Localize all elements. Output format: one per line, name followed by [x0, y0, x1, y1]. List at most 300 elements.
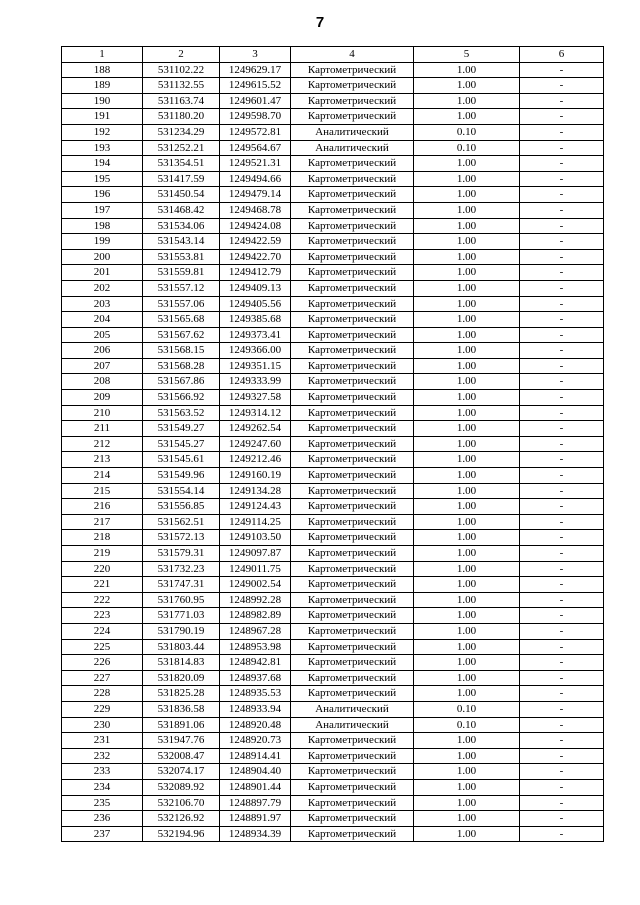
point-number-cell: 212 [62, 436, 143, 452]
method-cell: Картометрический [291, 62, 414, 78]
point-number-cell: 236 [62, 811, 143, 827]
x-coordinate-cell: 531545.61 [143, 452, 220, 468]
point-number-cell: 216 [62, 499, 143, 515]
accuracy-cell: 1.00 [414, 811, 520, 827]
table-row [62, 608, 604, 624]
table-row [62, 514, 604, 530]
method-cell: Картометрический [291, 514, 414, 530]
accuracy-cell: 0.10 [414, 140, 520, 156]
method-cell: Картометрический [291, 436, 414, 452]
x-coordinate-cell: 531549.96 [143, 468, 220, 484]
y-coordinate-cell: 1249314.12 [220, 405, 291, 421]
y-coordinate-cell: 1248992.28 [220, 592, 291, 608]
y-coordinate-cell: 1249598.70 [220, 109, 291, 125]
x-coordinate-cell: 531468.42 [143, 202, 220, 218]
method-cell: Картометрический [291, 577, 414, 593]
y-coordinate-cell: 1249124.43 [220, 499, 291, 515]
accuracy-cell: 1.00 [414, 795, 520, 811]
table-row [62, 218, 604, 234]
point-number-cell: 221 [62, 577, 143, 593]
accuracy-cell: 1.00 [414, 623, 520, 639]
table-row [62, 717, 604, 733]
note-cell: - [520, 795, 604, 811]
point-number-cell: 199 [62, 234, 143, 250]
x-coordinate-cell: 531102.22 [143, 62, 220, 78]
y-coordinate-cell: 1249629.17 [220, 62, 291, 78]
table-row [62, 421, 604, 437]
method-cell: Картометрический [291, 546, 414, 562]
table-row [62, 748, 604, 764]
accuracy-cell: 1.00 [414, 62, 520, 78]
accuracy-cell: 1.00 [414, 608, 520, 624]
note-cell: - [520, 296, 604, 312]
x-coordinate-cell: 531543.14 [143, 234, 220, 250]
accuracy-cell: 1.00 [414, 764, 520, 780]
x-coordinate-cell: 531803.44 [143, 639, 220, 655]
table-row [62, 561, 604, 577]
method-cell: Картометрический [291, 171, 414, 187]
y-coordinate-cell: 1249409.13 [220, 280, 291, 296]
x-coordinate-cell: 531825.28 [143, 686, 220, 702]
note-cell: - [520, 249, 604, 265]
y-coordinate-cell: 1248982.89 [220, 608, 291, 624]
column-header: 3 [220, 47, 291, 63]
y-coordinate-cell: 1249373.41 [220, 327, 291, 343]
point-number-cell: 191 [62, 109, 143, 125]
y-coordinate-cell: 1248904.40 [220, 764, 291, 780]
x-coordinate-cell: 531572.13 [143, 530, 220, 546]
note-cell: - [520, 140, 604, 156]
point-number-cell: 214 [62, 468, 143, 484]
y-coordinate-cell: 1248901.44 [220, 779, 291, 795]
note-cell: - [520, 78, 604, 94]
table-row [62, 592, 604, 608]
x-coordinate-cell: 531163.74 [143, 93, 220, 109]
note-cell: - [520, 811, 604, 827]
method-cell: Картометрический [291, 826, 414, 842]
method-cell: Аналитический [291, 701, 414, 717]
point-number-cell: 231 [62, 733, 143, 749]
x-coordinate-cell: 531549.27 [143, 421, 220, 437]
note-cell: - [520, 826, 604, 842]
note-cell: - [520, 701, 604, 717]
x-coordinate-cell: 531568.28 [143, 358, 220, 374]
table-row [62, 93, 604, 109]
table-row [62, 327, 604, 343]
note-cell: - [520, 639, 604, 655]
y-coordinate-cell: 1249601.47 [220, 93, 291, 109]
point-number-cell: 207 [62, 358, 143, 374]
y-coordinate-cell: 1249424.08 [220, 218, 291, 234]
method-cell: Картометрический [291, 764, 414, 780]
note-cell: - [520, 234, 604, 250]
note-cell: - [520, 608, 604, 624]
table-row [62, 639, 604, 655]
coordinates-table [61, 46, 604, 842]
method-cell: Картометрический [291, 639, 414, 655]
note-cell: - [520, 343, 604, 359]
point-number-cell: 237 [62, 826, 143, 842]
x-coordinate-cell: 531534.06 [143, 218, 220, 234]
table-row [62, 171, 604, 187]
point-number-cell: 198 [62, 218, 143, 234]
table-row [62, 156, 604, 172]
y-coordinate-cell: 1249097.87 [220, 546, 291, 562]
method-cell: Картометрический [291, 670, 414, 686]
note-cell: - [520, 405, 604, 421]
y-coordinate-cell: 1249422.59 [220, 234, 291, 250]
note-cell: - [520, 499, 604, 515]
y-coordinate-cell: 1248920.48 [220, 717, 291, 733]
accuracy-cell: 1.00 [414, 249, 520, 265]
y-coordinate-cell: 1249405.56 [220, 296, 291, 312]
note-cell: - [520, 468, 604, 484]
accuracy-cell: 1.00 [414, 655, 520, 671]
accuracy-cell: 1.00 [414, 421, 520, 437]
table-row [62, 358, 604, 374]
method-cell: Картометрический [291, 374, 414, 390]
method-cell: Картометрический [291, 358, 414, 374]
y-coordinate-cell: 1248891.97 [220, 811, 291, 827]
table-row [62, 202, 604, 218]
x-coordinate-cell: 531566.92 [143, 390, 220, 406]
note-cell: - [520, 218, 604, 234]
y-coordinate-cell: 1249479.14 [220, 187, 291, 203]
point-number-cell: 223 [62, 608, 143, 624]
note-cell: - [520, 530, 604, 546]
table-row [62, 124, 604, 140]
note-cell: - [520, 546, 604, 562]
point-number-cell: 190 [62, 93, 143, 109]
method-cell: Картометрический [291, 202, 414, 218]
method-cell: Картометрический [291, 779, 414, 795]
x-coordinate-cell: 531760.95 [143, 592, 220, 608]
accuracy-cell: 1.00 [414, 733, 520, 749]
point-number-cell: 213 [62, 452, 143, 468]
y-coordinate-cell: 1249212.46 [220, 452, 291, 468]
accuracy-cell: 1.00 [414, 327, 520, 343]
x-coordinate-cell: 531417.59 [143, 171, 220, 187]
note-cell: - [520, 764, 604, 780]
accuracy-cell: 0.10 [414, 124, 520, 140]
table-row [62, 468, 604, 484]
y-coordinate-cell: 1249366.00 [220, 343, 291, 359]
note-cell: - [520, 655, 604, 671]
accuracy-cell: 1.00 [414, 530, 520, 546]
note-cell: - [520, 717, 604, 733]
y-coordinate-cell: 1249468.78 [220, 202, 291, 218]
note-cell: - [520, 421, 604, 437]
point-number-cell: 209 [62, 390, 143, 406]
accuracy-cell: 1.00 [414, 358, 520, 374]
point-number-cell: 206 [62, 343, 143, 359]
method-cell: Картометрический [291, 530, 414, 546]
table-row [62, 62, 604, 78]
table-row [62, 764, 604, 780]
note-cell: - [520, 187, 604, 203]
method-cell: Картометрический [291, 468, 414, 484]
table-row [62, 686, 604, 702]
accuracy-cell: 1.00 [414, 452, 520, 468]
column-header: 2 [143, 47, 220, 63]
x-coordinate-cell: 531553.81 [143, 249, 220, 265]
x-coordinate-cell: 531563.52 [143, 405, 220, 421]
note-cell: - [520, 156, 604, 172]
note-cell: - [520, 280, 604, 296]
x-coordinate-cell: 531557.06 [143, 296, 220, 312]
x-coordinate-cell: 532074.17 [143, 764, 220, 780]
accuracy-cell: 1.00 [414, 265, 520, 281]
table-row [62, 78, 604, 94]
table-row [62, 811, 604, 827]
y-coordinate-cell: 1249351.15 [220, 358, 291, 374]
method-cell: Картометрический [291, 187, 414, 203]
method-cell: Картометрический [291, 421, 414, 437]
table-row [62, 280, 604, 296]
method-cell: Картометрический [291, 686, 414, 702]
y-coordinate-cell: 1249422.70 [220, 249, 291, 265]
note-cell: - [520, 62, 604, 78]
method-cell: Аналитический [291, 140, 414, 156]
table-row [62, 405, 604, 421]
y-coordinate-cell: 1249412.79 [220, 265, 291, 281]
point-number-cell: 210 [62, 405, 143, 421]
x-coordinate-cell: 531556.85 [143, 499, 220, 515]
table-row [62, 390, 604, 406]
accuracy-cell: 1.00 [414, 374, 520, 390]
method-cell: Картометрический [291, 655, 414, 671]
point-number-cell: 230 [62, 717, 143, 733]
table-row [62, 499, 604, 515]
table-row [62, 701, 604, 717]
accuracy-cell: 1.00 [414, 779, 520, 795]
note-cell: - [520, 779, 604, 795]
point-number-cell: 233 [62, 764, 143, 780]
note-cell: - [520, 374, 604, 390]
method-cell: Картометрический [291, 795, 414, 811]
x-coordinate-cell: 531562.51 [143, 514, 220, 530]
point-number-cell: 215 [62, 483, 143, 499]
x-coordinate-cell: 531557.12 [143, 280, 220, 296]
accuracy-cell: 1.00 [414, 187, 520, 203]
y-coordinate-cell: 1249327.58 [220, 390, 291, 406]
accuracy-cell: 1.00 [414, 577, 520, 593]
y-coordinate-cell: 1248934.39 [220, 826, 291, 842]
note-cell: - [520, 592, 604, 608]
method-cell: Картометрический [291, 390, 414, 406]
point-number-cell: 220 [62, 561, 143, 577]
point-number-cell: 205 [62, 327, 143, 343]
method-cell: Аналитический [291, 717, 414, 733]
point-number-cell: 208 [62, 374, 143, 390]
method-cell: Картометрический [291, 109, 414, 125]
y-coordinate-cell: 1249615.52 [220, 78, 291, 94]
point-number-cell: 189 [62, 78, 143, 94]
accuracy-cell: 1.00 [414, 670, 520, 686]
column-header: 5 [414, 47, 520, 63]
accuracy-cell: 1.00 [414, 561, 520, 577]
accuracy-cell: 1.00 [414, 343, 520, 359]
point-number-cell: 196 [62, 187, 143, 203]
method-cell: Картометрический [291, 623, 414, 639]
accuracy-cell: 1.00 [414, 468, 520, 484]
accuracy-cell: 1.00 [414, 390, 520, 406]
note-cell: - [520, 670, 604, 686]
method-cell: Картометрический [291, 499, 414, 515]
method-cell: Картометрический [291, 608, 414, 624]
method-cell: Картометрический [291, 296, 414, 312]
table-row [62, 623, 604, 639]
point-number-cell: 200 [62, 249, 143, 265]
x-coordinate-cell: 531354.51 [143, 156, 220, 172]
accuracy-cell: 1.00 [414, 436, 520, 452]
table-row [62, 312, 604, 328]
y-coordinate-cell: 1249160.19 [220, 468, 291, 484]
x-coordinate-cell: 531567.86 [143, 374, 220, 390]
note-cell: - [520, 748, 604, 764]
point-number-cell: 235 [62, 795, 143, 811]
x-coordinate-cell: 531450.54 [143, 187, 220, 203]
table-row [62, 483, 604, 499]
point-number-cell: 227 [62, 670, 143, 686]
accuracy-cell: 1.00 [414, 109, 520, 125]
column-header: 6 [520, 47, 604, 63]
x-coordinate-cell: 531771.03 [143, 608, 220, 624]
method-cell: Картометрический [291, 156, 414, 172]
accuracy-cell: 1.00 [414, 686, 520, 702]
note-cell: - [520, 312, 604, 328]
point-number-cell: 188 [62, 62, 143, 78]
x-coordinate-cell: 531567.62 [143, 327, 220, 343]
table-header-row [62, 47, 604, 63]
method-cell: Картометрический [291, 483, 414, 499]
x-coordinate-cell: 531252.21 [143, 140, 220, 156]
note-cell: - [520, 124, 604, 140]
method-cell: Картометрический [291, 249, 414, 265]
x-coordinate-cell: 532194.96 [143, 826, 220, 842]
x-coordinate-cell: 531732.23 [143, 561, 220, 577]
accuracy-cell: 1.00 [414, 156, 520, 172]
y-coordinate-cell: 1248953.98 [220, 639, 291, 655]
x-coordinate-cell: 531947.76 [143, 733, 220, 749]
y-coordinate-cell: 1248935.53 [220, 686, 291, 702]
note-cell: - [520, 171, 604, 187]
table-row [62, 670, 604, 686]
accuracy-cell: 1.00 [414, 296, 520, 312]
x-coordinate-cell: 531820.09 [143, 670, 220, 686]
method-cell: Картометрический [291, 312, 414, 328]
table-row [62, 826, 604, 842]
y-coordinate-cell: 1249011.75 [220, 561, 291, 577]
table-row [62, 452, 604, 468]
table-row [62, 733, 604, 749]
table-body [62, 62, 604, 842]
y-coordinate-cell: 1249103.50 [220, 530, 291, 546]
point-number-cell: 192 [62, 124, 143, 140]
accuracy-cell: 1.00 [414, 218, 520, 234]
page-number: 7 [315, 14, 325, 31]
table-row [62, 436, 604, 452]
x-coordinate-cell: 532106.70 [143, 795, 220, 811]
note-cell: - [520, 452, 604, 468]
method-cell: Картометрический [291, 561, 414, 577]
method-cell: Картометрический [291, 811, 414, 827]
y-coordinate-cell: 1249134.28 [220, 483, 291, 499]
point-number-cell: 228 [62, 686, 143, 702]
column-header: 4 [291, 47, 414, 63]
accuracy-cell: 1.00 [414, 312, 520, 328]
y-coordinate-cell: 1249494.66 [220, 171, 291, 187]
method-cell: Картометрический [291, 265, 414, 281]
accuracy-cell: 1.00 [414, 499, 520, 515]
x-coordinate-cell: 531579.31 [143, 546, 220, 562]
note-cell: - [520, 390, 604, 406]
note-cell: - [520, 514, 604, 530]
accuracy-cell: 0.10 [414, 717, 520, 733]
table-row [62, 546, 604, 562]
point-number-cell: 194 [62, 156, 143, 172]
method-cell: Картометрический [291, 452, 414, 468]
y-coordinate-cell: 1248967.28 [220, 623, 291, 639]
table-row [62, 187, 604, 203]
accuracy-cell: 1.00 [414, 514, 520, 530]
accuracy-cell: 1.00 [414, 280, 520, 296]
point-number-cell: 203 [62, 296, 143, 312]
note-cell: - [520, 109, 604, 125]
point-number-cell: 197 [62, 202, 143, 218]
point-number-cell: 195 [62, 171, 143, 187]
point-number-cell: 211 [62, 421, 143, 437]
method-cell: Картометрический [291, 218, 414, 234]
accuracy-cell: 1.00 [414, 748, 520, 764]
accuracy-cell: 1.00 [414, 826, 520, 842]
x-coordinate-cell: 531545.27 [143, 436, 220, 452]
method-cell: Аналитический [291, 124, 414, 140]
point-number-cell: 219 [62, 546, 143, 562]
method-cell: Картометрический [291, 748, 414, 764]
table-row [62, 530, 604, 546]
table-row [62, 577, 604, 593]
method-cell: Картометрический [291, 234, 414, 250]
accuracy-cell: 1.00 [414, 202, 520, 218]
column-header: 1 [62, 47, 143, 63]
x-coordinate-cell: 532089.92 [143, 779, 220, 795]
note-cell: - [520, 358, 604, 374]
accuracy-cell: 1.00 [414, 234, 520, 250]
x-coordinate-cell: 532126.92 [143, 811, 220, 827]
point-number-cell: 218 [62, 530, 143, 546]
x-coordinate-cell: 531565.68 [143, 312, 220, 328]
x-coordinate-cell: 531836.58 [143, 701, 220, 717]
table-row [62, 265, 604, 281]
x-coordinate-cell: 531814.83 [143, 655, 220, 671]
method-cell: Картометрический [291, 280, 414, 296]
point-number-cell: 224 [62, 623, 143, 639]
y-coordinate-cell: 1249262.54 [220, 421, 291, 437]
y-coordinate-cell: 1249572.81 [220, 124, 291, 140]
table-row [62, 795, 604, 811]
point-number-cell: 222 [62, 592, 143, 608]
point-number-cell: 217 [62, 514, 143, 530]
x-coordinate-cell: 531554.14 [143, 483, 220, 499]
note-cell: - [520, 483, 604, 499]
table-row [62, 140, 604, 156]
table-row [62, 779, 604, 795]
table-row [62, 374, 604, 390]
method-cell: Картометрический [291, 405, 414, 421]
table-row [62, 343, 604, 359]
point-number-cell: 225 [62, 639, 143, 655]
